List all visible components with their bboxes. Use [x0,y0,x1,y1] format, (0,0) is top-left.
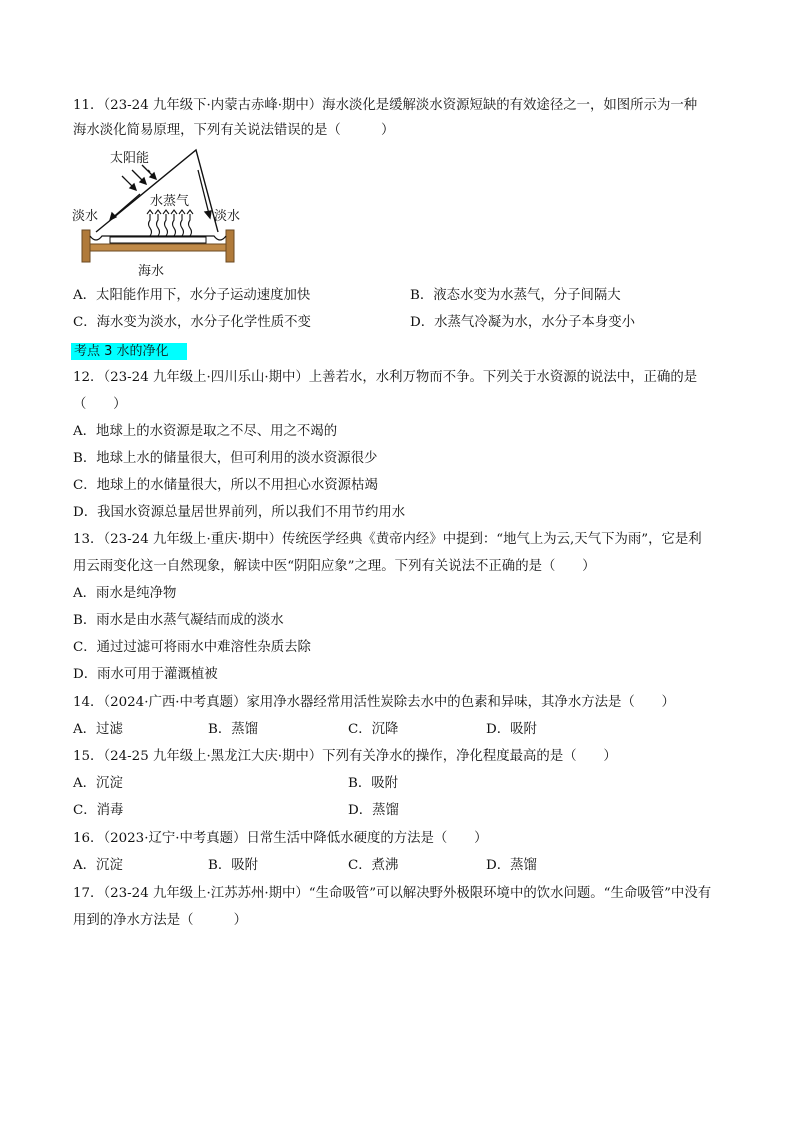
q13-option-d[interactable]: D．雨水可用于灌溉植被 [73,667,218,682]
q17-stem-line1: 17．（23-24 九年级上·江苏苏州·期中）“生命吸管”可以解决野外极限环境中的饮水问题。“生命吸管”中没有 [73,886,712,901]
q11-stem-line2: 海水淡化简易原理，下列有关说法错误的是（ ） [73,123,395,138]
q12-option-c[interactable]: C．地球上的水储量很大，所以不用担心水资源枯竭 [73,478,378,493]
frame-base [90,244,226,251]
q15-option-d[interactable]: D．蒸馏 [348,803,399,818]
q12-stem-line2: （ ） [73,397,127,412]
seawater-label: 海水 [138,264,165,279]
q16-stem-line1: 16．（2023·辽宁·中考真题）日常生活中降低水硬度的方法是（ ） [73,831,488,846]
q13-option-b[interactable]: B．雨水是由水蒸气凝结而成的淡水 [73,613,284,628]
q11-option-b[interactable]: B．液态水变为水蒸气，分子间隔大 [410,288,621,303]
frame-left-post [82,230,90,262]
q14-option-b[interactable]: B．蒸馏 [208,722,259,737]
vapor-arrows-icon [147,210,193,236]
q11-option-a[interactable]: A．太阳能作用下，水分子运动速度加快 [73,288,311,303]
q11-option-c[interactable]: C．海水变为淡水，水分子化学性质不变 [73,315,311,330]
q17-stem-line2: 用到的净水方法是（ ） [73,913,248,928]
q15-option-b[interactable]: B．吸附 [348,776,399,791]
q15-stem-line1: 15．（24-25 九年级上·黑龙江大庆·期中）下列有关净水的操作，净化程度最高的是（ ） [73,749,617,764]
fresh-water-right-label: 淡水 [214,209,240,224]
q11-stem-line1: 11．（23-24 九年级下·内蒙古赤峰·期中）海水淡化是缓解淡水资源短缺的有效途径之一，如图所示为一种 [73,98,698,113]
frame-right-post [226,230,234,262]
q15-option-c[interactable]: C．消毒 [73,803,124,818]
section-header-water-purification: 考点 3 水的净化 [71,343,187,360]
q11-option-d[interactable]: D．水蒸气冷凝为水，水分子本身变小 [410,315,635,330]
q13-option-c[interactable]: C．通过过滤可将雨水中难溶性杂质去除 [73,640,311,655]
q12-option-b[interactable]: B．地球上水的储量很大，但可利用的淡水资源很少 [73,451,378,466]
q14-stem-line1: 14．（2024·广西·中考真题）家用净水器经常用活性炭除去水中的色素和异味，其净水方法是（ ） [73,695,675,710]
q12-stem-line1: 12．（23-24 九年级上·四川乐山·期中）上善若水，水利万物而不争。下列关于水资源的说法中，正确的是 [73,370,698,385]
q14-option-d[interactable]: D．吸附 [486,722,537,737]
q16-option-c[interactable]: C．煮沸 [348,858,399,873]
fresh-water-left-label: 淡水 [72,209,99,224]
q13-stem-line2: 用云雨变化这一自然现象，解读中医“阴阳应象”之理。下列有关说法不正确的是（ ） [73,559,596,574]
q13-option-a[interactable]: A．雨水是纯净物 [73,586,177,601]
vapor-label: 水蒸气 [150,194,190,209]
q16-option-b[interactable]: B．吸附 [208,858,259,873]
sun-label: 太阳能 [110,151,150,166]
seawater-tray [110,237,206,243]
q12-option-a[interactable]: A．地球上的水资源是取之不尽、用之不竭的 [73,424,338,439]
q13-stem-line1: 13．（23-24 九年级上·重庆·期中）传统医学经典《黄帝内经》中提到：“地气上为云,天气下为雨”，它是利 [73,532,702,547]
q15-option-a[interactable]: A．沉淀 [73,776,123,791]
q14-option-c[interactable]: C．沉降 [348,722,399,737]
q16-option-d[interactable]: D．蒸馏 [486,858,537,873]
q12-option-d[interactable]: D．我国水资源总量居世界前列，所以我们不用节约用水 [73,505,406,520]
q14-option-a[interactable]: A．过滤 [73,722,123,737]
desalination-diagram [70,148,240,280]
q16-option-a[interactable]: A．沉淀 [73,858,123,873]
